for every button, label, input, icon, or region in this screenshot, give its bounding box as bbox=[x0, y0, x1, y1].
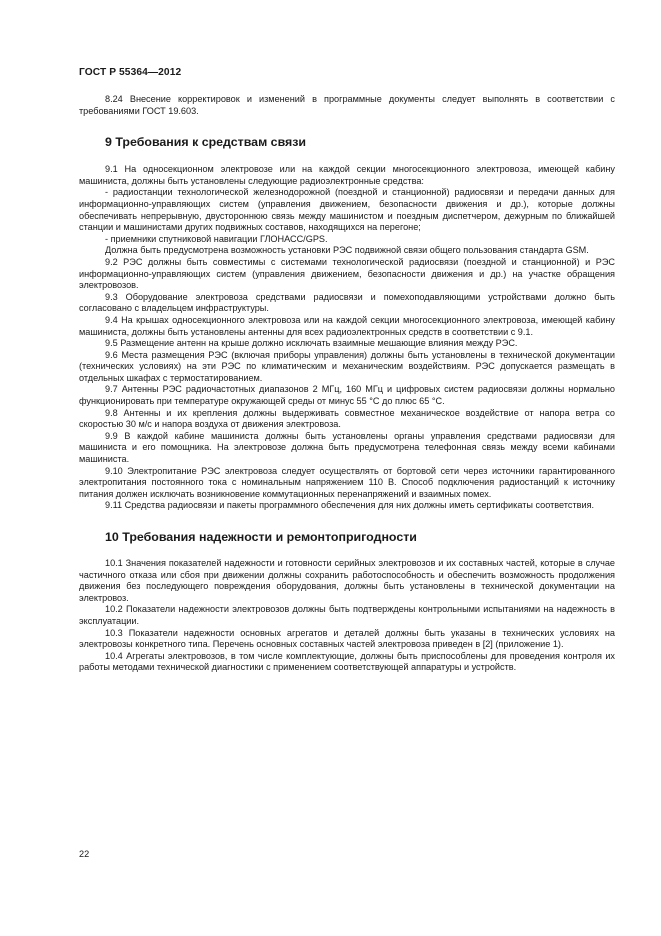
paragraph-9-7: 9.7 Антенны РЭС радиочастотных диапазонов 2 МГц, 160 МГц и цифровых систем радиосвязи должны нормально функционировать при температуре окружающей среды от минус 55 °С до плюс 65 °С. bbox=[79, 384, 615, 407]
paragraph-10-3: 10.3 Показатели надежности основных агрегатов и деталей должны быть указаны в технических условиях на электровозы конкретного типа. Перечень основных составных частей электровоза приведен в [2] (приложение 1). bbox=[79, 627, 615, 650]
paragraph-9-5: 9.5 Размещение антенн на крыше должно исключать взаимные мешающие влияния между РЭС. bbox=[105, 338, 518, 349]
list-item-radio-stations: - радиостанции технологической железнодорожной (поездной и станционной) радиосвязи и передачи данных для информационно-управляющих систем (управления движением, безопасности движения и др.), которые должны обеспечивать непрерывную, двустороннюю связь между машинистом и поездным диспетчером, дежурным по ближайшей станции и машинистами других подвижных составов, находящихся на перегоне; bbox=[79, 187, 615, 233]
paragraph-9-4: 9.4 На крышах односекционного электровоза или на каждой секции многосекционного электровоза, имеющей кабину машиниста, должны быть установлены антенны для всех радиоэлектронных средств в соответствии с 9.1. bbox=[79, 314, 615, 337]
paragraph-9-9: 9.9 В каждой кабине машиниста должны быть установлены органы управления средствами радиосвязи для машиниста и его помощника. На электровозе должна быть предусмотрена телефонная связь между всеми кабинами машиниста. bbox=[79, 430, 615, 465]
paragraph-gsm: Должна быть предусмотрена возможность установки РЭС подвижной связи общего пользования стандарта GSM. bbox=[105, 245, 589, 256]
paragraph-9-6: 9.6 Места размещения РЭС (включая приборы управления) должны быть установлены в технической документации (технических условиях) на эти РЭС по климатическим и механическим воздействиям. РЭС допускается размещать в отдельных шкафах с термостатированием. bbox=[79, 349, 615, 383]
document-body bbox=[79, 94, 615, 674]
paragraph-10-2: 10.2 Показатели надежности электровозов должны быть подтверждены контрольными испытаниями на надежность в эксплуатации. bbox=[79, 604, 615, 626]
paragraph-10-4: 10.4 Агрегаты электровозов, в том числе комплектующие, должны быть приспособлены для проведения контроля их работы методами технической диагностики с применением соответствующей аппаратуры и устройств. bbox=[79, 650, 615, 673]
page-number: 22 bbox=[79, 849, 90, 859]
paragraph-9-1: 9.1 На односекционном электровозе или на каждой секции многосекционного электровоза, имеющей кабину машиниста, должны быть установлены следующие радиоэлектронные средства: bbox=[79, 164, 615, 186]
section-9-title: 9 Требования к средствам связи bbox=[105, 135, 307, 150]
section-10-title: 10 Требования надежности и ремонтопригодности bbox=[105, 530, 417, 544]
paragraph-9-8: 9.8 Антенны и их крепления должны выдерживать совместное механическое воздействие от напора ветра со скоростью 30 м/с и напора воздуха от движения электровоза. bbox=[79, 407, 615, 430]
list-item-glonass: - приемники спутниковой навигации ГЛОНАСС/GPS. bbox=[105, 233, 328, 244]
paragraph-9-10: 9.10 Электропитание РЭС электровоза следует осуществлять от бортовой сети через источники гарантированного электропитания постоянного тока с номинальным напряжением 110 В. Способ подключения радиостанций к источнику питания должен исключать возникновение коммутационных перенапряжений и взаимных помех. bbox=[79, 465, 615, 499]
document-header: ГОСТ Р 55364—2012 bbox=[79, 67, 182, 78]
paragraph-8-24: 8.24 Внесение корректировок и изменений в программные документы следует выполнять в соответствии с требованиями ГОСТ 19.603. bbox=[79, 94, 615, 116]
paragraph-10-1: 10.1 Значения показателей надежности и готовности серийных электровозов и их составных частей, которые в случае частичного отказа или сбоя при движении должны сохранить работоспособность и обеспечить возможность продолжения движения без последующего повреждения оборудования, должны быть установлены в технической документации на электровоз. bbox=[79, 558, 615, 603]
paragraph-9-3: 9.3 Оборудование электровоза средствами радиосвязи и помехоподавляющими устройствами должно быть согласовано с владельцем инфраструктуры. bbox=[79, 291, 615, 314]
paragraph-9-11: 9.11 Средства радиосвязи и пакеты программного обеспечения для них должны иметь сертификаты соответствия. bbox=[105, 500, 595, 511]
paragraph-9-2: 9.2 РЭС должны быть совместимы с системами технологической радиосвязи (поездной и станционной) и РЭС информационно-управляющих систем (управления движением, безопасности движения и др.) на участке обращения электровозов. bbox=[79, 256, 615, 291]
